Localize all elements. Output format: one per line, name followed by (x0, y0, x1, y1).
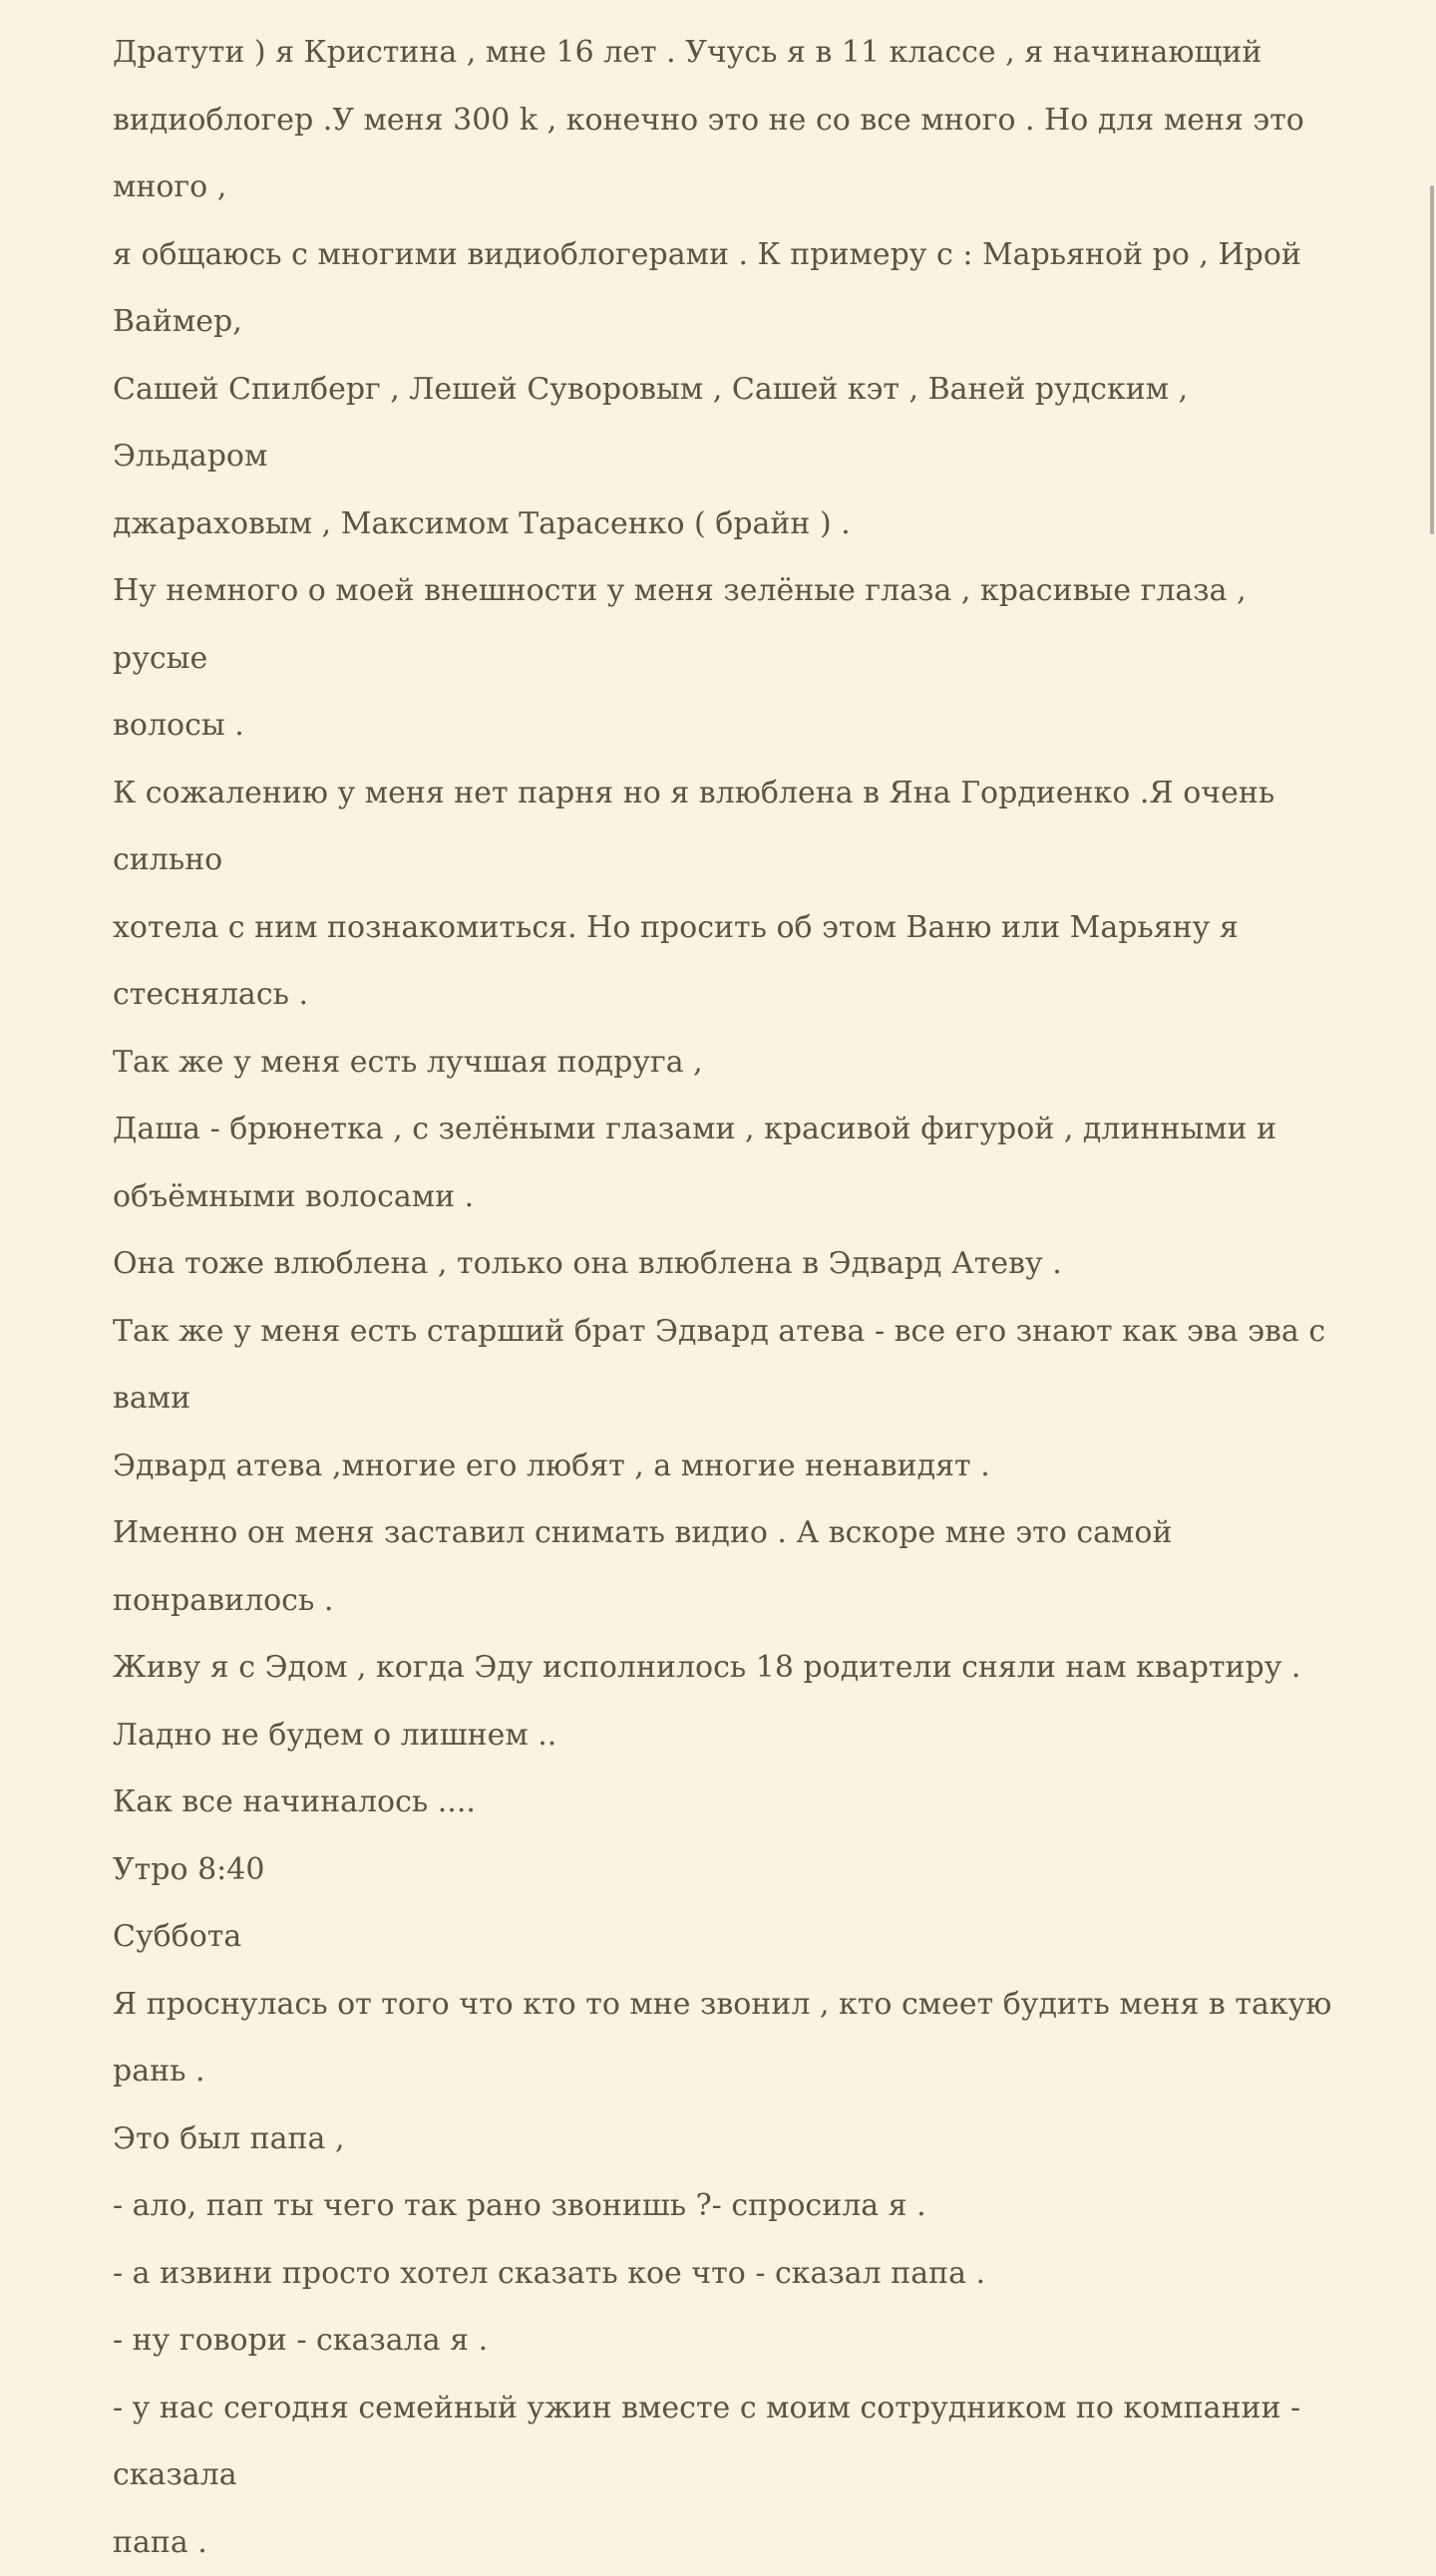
text-line: Сашей Спилберг , Лешей Суворовым , Сашей кэт , Ваней рудским , Эльдаром (113, 356, 1339, 490)
text-line: Даша - брюнетка , с зелёными глазами , красивой фигурой , длинными и (113, 1096, 1339, 1163)
story-text (113, 19, 1339, 2576)
text-line: Ну немного о моей внешности у меня зелёные глаза , красивые глаза , русые (113, 557, 1339, 692)
text-line: Эдвард атева ,многие его любят , а многие ненавидят . (113, 1433, 1339, 1500)
text-line: Как все начиналось .... (113, 1769, 1339, 1836)
text-line: видиоблогер .У меня 300 k , конечно это не со все много . Но для меня это много , (113, 87, 1339, 221)
text-line: Так же у меня есть старший брат Эдвард атева - все его знают как эва эва с вами (113, 1298, 1339, 1433)
text-line: - у нас сегодня семейный ужин вместе с моим сотрудником по компании - сказала (113, 2375, 1339, 2509)
text-line: Именно он меня заставил снимать видио . А вскоре мне это самой понравилось . (113, 1499, 1339, 1634)
text-line: - ало, пап ты чего так рано звонишь ?- спросила я . (113, 2172, 1339, 2240)
text-line: Это был папа , (113, 2105, 1339, 2173)
text-line: Дратути ) я Кристина , мне 16 лет . Учусь я в 11 классе , я начинающий (113, 19, 1339, 87)
text-line: я общаюсь с многими видиоблогерами . К примеру с : Марьяной ро , Ирой Ваймер, (113, 221, 1339, 356)
text-line: Живу я с Эдом , когда Эду исполнилось 18 родители сняли нам квартиру . (113, 1634, 1339, 1702)
text-line: К сожалению у меня нет парня но я влюблена в Яна Гордиенко .Я очень сильно (113, 760, 1339, 894)
scrollbar-thumb[interactable] (1430, 185, 1434, 534)
text-line: Утро 8:40 (113, 1836, 1339, 1904)
text-line: Я проснулась от того что кто то мне звонил , кто смеет будить меня в такую рань . (113, 1971, 1339, 2105)
text-line: хотела с ним познакомиться. Но просить об этом Ваню или Марьяну я стеснялась . (113, 894, 1339, 1029)
text-line: волосы . (113, 692, 1339, 760)
text-line: Так же у меня есть лучшая подруга , (113, 1029, 1339, 1097)
vertical-scrollbar[interactable] (1428, 185, 1436, 534)
text-line: - а извини просто хотел сказать кое что - сказал папа . (113, 2240, 1339, 2308)
text-line: - ну говори - сказала я . (113, 2307, 1339, 2375)
text-line: Ладно не будем о лишнем .. (113, 1702, 1339, 1770)
text-line: папа . (113, 2509, 1339, 2576)
text-line: объёмными волосами . (113, 1163, 1339, 1231)
text-line: джараховым , Максимом Тарасенко ( брайн ) . (113, 490, 1339, 558)
text-line: Суббота (113, 1903, 1339, 1971)
text-line: Она тоже влюблена , только она влюблена в Эдвард Атеву . (113, 1230, 1339, 1298)
